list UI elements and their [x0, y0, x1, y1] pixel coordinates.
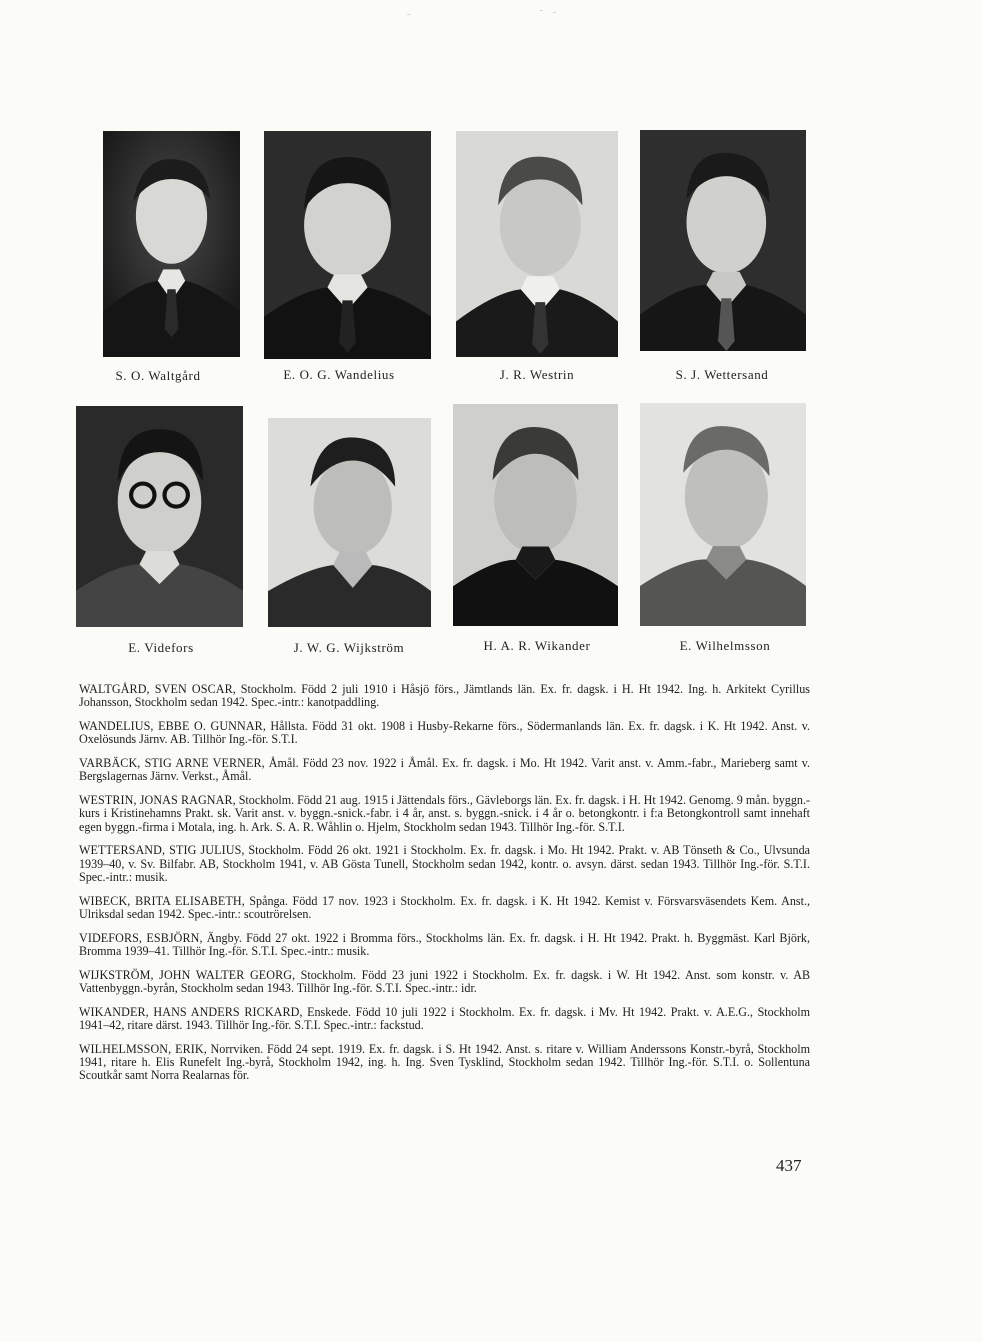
portrait-photo-wandelius	[264, 131, 431, 359]
page-number: 437	[776, 1156, 802, 1175]
portrait-caption: E. Wilhelmsson	[679, 638, 771, 653]
biography-text: , Norrviken. Född 24 sept. 1919. Ex. fr. dagsk. i S. Ht 1942. Anst. s. ritare v. William Anderssons Konstr.-byrå, Stockholm 1941, ritare h. Elis Runefelt Ing.-byrå, Stockholm 1942, ing. h. Ing. Sven Tysklind, Stockholm sedan 1942. Tillhör Ing.-för. S.T.I. o. Sollentuna Scoutkår samt Norra Realarnas för.	[79, 1041, 810, 1083]
biography-list	[79, 683, 810, 1093]
biography-entry	[79, 932, 810, 959]
portrait-caption: J. W. G. Wijkström	[293, 640, 405, 655]
portrait-caption: S. J. Wettersand	[675, 367, 769, 382]
biography-text: , Enskede. Född 10 juli 1922 i Stockholm. Ex. fr. dagsk. i Mv. Ht 1942. Prakt. v. A.E.G., Stockholm 1941–42, ritare därst. 1943. Tillhör Ing.-för. S.T.I. Spec.-intr.: fackstud.	[79, 1004, 810, 1032]
portrait-caption: S. O. Waltgård	[115, 368, 201, 383]
biography-name: WIBECK, BRITA ELISABETH	[79, 893, 242, 908]
portrait-caption: E. Videfors	[128, 640, 194, 655]
biography-text: , Åmål. Född 23 nov. 1922 i Åmål. Ex. fr. dagsk. i Mo. Ht 1942. Varit anst. v. Amm.-fabr., Marieberg samt v. Bergslagernas Järnv. Verkst., Åmål.	[79, 755, 810, 784]
biography-name: WALTGÅRD, SVEN OSCAR	[79, 682, 233, 696]
biography-entry	[79, 1043, 810, 1083]
biography-entry	[79, 794, 810, 834]
portrait-photo-westrin	[456, 131, 618, 357]
biography-text: , Spånga. Född 17 nov. 1923 i Stockholm. Ex. fr. dagsk. i K. Ht 1942. Kemist v. Försvarsväsendets Kem. Anst., Ulriksdal sedan 1942. Spec.-intr.: scoutrörelsen.	[79, 893, 810, 921]
portrait-caption: J. R. Westrin	[499, 367, 575, 382]
portrait-caption: H. A. R. Wikander	[483, 638, 591, 653]
portrait-photo-videfors	[76, 406, 243, 627]
biography-entry	[79, 1006, 810, 1033]
portrait-photo-wilhelmsson	[640, 403, 806, 626]
biography-text: , Stockholm. Född 2 juli 1910 i Håsjö förs., Jämtlands län. Ex. fr. dagsk. i H. Ht 1942. Ing. h. Arkitekt Cyrillus Johansson, Stockholm sedan 1942. Spec.-intr.: kanotpaddling.	[79, 682, 811, 710]
scan-mark	[540, 10, 543, 11]
portrait-photo-wettersand	[640, 130, 806, 351]
biography-text: , Stockholm. Född 26 okt. 1921 i Stockholm. Ex. fr. dagsk. i Mo. Ht 1942. Prakt. v. AB Tönseth & Co., Ulvsunda 1939–40, v. Sv. Bilfabr. AB, Stockholm 1941, v. AB Gösta Tunell, Stockholm sedan 1942, kontr. o. avsyn. därst. sedan 1943. Tillhör Ing.-för. S.T.I. Spec.-intr.: musik.	[79, 843, 810, 884]
biography-entry	[79, 969, 810, 996]
scan-mark	[553, 12, 556, 13]
biography-text: , Ängby. Född 27 okt. 1922 i Bromma förs., Stockholms län. Ex. fr. dagsk. i H. Ht 1942. Prakt. h. Byggmäst. Karl Björk, Bromma 1939–41. Tillhör Ing.-för. S.T.I. Spec.-intr.: musik.	[79, 930, 810, 958]
biography-name: WETTERSAND, STIG JULIUS	[79, 843, 242, 858]
biography-entry	[79, 720, 810, 747]
biography-name: VARBÄCK, STIG ARNE VERNER	[79, 755, 262, 770]
biography-name: WANDELIUS, EBBE O. GUNNAR	[79, 718, 263, 733]
portrait-caption: E. O. G. Wandelius	[283, 367, 395, 382]
biography-text: , Hållsta. Född 31 okt. 1908 i Husby-Rekarne förs., Södermanlands län. Ex. fr. dagsk. i K. Ht 1942. Anst. v. Oxelösunds Järnv. AB. Tillhör Ing.-för. S.T.I.	[79, 718, 810, 747]
portrait-photo-wijkstrom	[268, 418, 431, 627]
biography-text: , Stockholm. Född 23 juni 1922 i Stockholm. Ex. fr. dagsk. i W. Ht 1942. Anst. som konstr. v. AB Vattenbyggn.-byrån, Stockholm sedan 1943. Tillhör Ing.-för. S.T.I. Spec.-intr.: idr.	[79, 967, 811, 995]
biography-name: WESTRIN, JONAS RAGNAR	[79, 792, 233, 807]
portrait-photo-wikander	[453, 404, 618, 626]
portrait-photo-waltgard	[103, 131, 240, 357]
biography-name: VIDEFORS, ESBJÖRN	[79, 930, 200, 945]
biography-name: WILHELMSSON, ERIK	[79, 1041, 204, 1056]
scan-mark	[407, 14, 410, 15]
biography-entry	[79, 757, 810, 784]
biography-name: WIJKSTRÖM, JOHN WALTER GEORG	[79, 967, 293, 982]
biography-name: WIKANDER, HANS ANDERS RICKARD	[79, 1004, 300, 1019]
biography-entry	[79, 683, 810, 710]
biography-text: , Stockholm. Född 21 aug. 1915 i Jättendals förs., Gävleborgs län. Ex. fr. dagsk. i H. Ht 1942. Genomg. 9 mån. byggn.-kurs i Kristinehamns Prakt. sk. Varit anst. v. byggn.-snick.-fabr. i 4 år, anst. s. byggn.-snick. i 4 år o. betongkontr. i f:a Betongkontroll samt innehaft egen byggn.-firma i Motala, ing. h. Ark. S. A. R. Wåhlin o. Hjelm, Stockholm sedan 1943. Tillhör Ing.-för. S.T.I.	[79, 792, 810, 834]
biography-entry	[79, 895, 810, 922]
biography-entry	[79, 844, 810, 884]
